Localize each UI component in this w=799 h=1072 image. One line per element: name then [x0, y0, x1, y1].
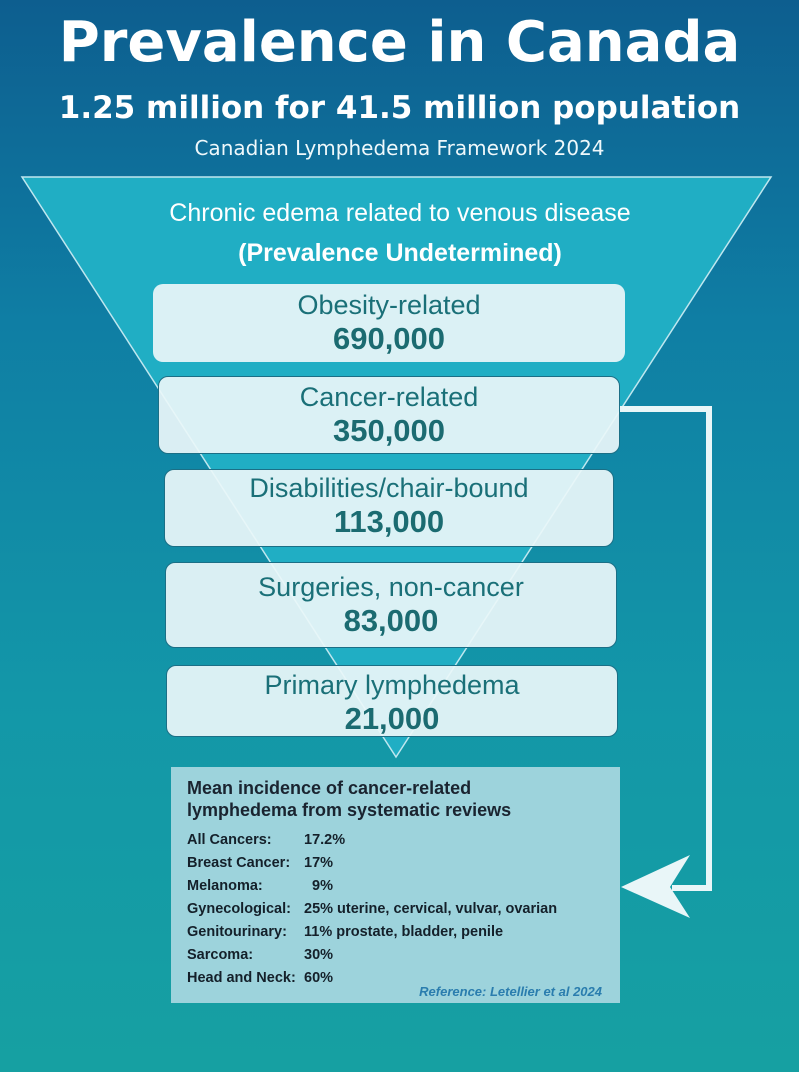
incidence-category: Head and Neck: — [187, 970, 296, 986]
incidence-value: 11% prostate, bladder, penile — [304, 924, 504, 940]
tier-value: 113,000 — [333, 504, 445, 539]
incidence-row — [187, 921, 606, 944]
tier-value: 690,000 — [332, 321, 446, 356]
funnel-top-note: (Prevalence Undetermined) — [238, 239, 562, 267]
incidence-value: 30% — [304, 947, 334, 963]
incidence-category: Melanoma: — [187, 878, 263, 894]
tier-label: Surgeries, non-cancer — [258, 572, 524, 602]
incidence-row — [187, 829, 606, 852]
incidence-title-line: Mean incidence of cancer-related — [187, 778, 472, 798]
tier-label: Primary lymphedema — [264, 670, 520, 700]
tier-surgeries-non-cancer — [165, 562, 617, 648]
incidence-row — [187, 875, 606, 898]
incidence-category: Gynecological: — [187, 901, 291, 917]
source-label: Canadian Lymphedema Framework 2024 — [194, 136, 605, 160]
incidence-row — [187, 898, 606, 921]
tier-label: Cancer-related — [299, 382, 479, 412]
incidence-category: Genitourinary: — [187, 924, 287, 940]
tier-value: 21,000 — [344, 701, 440, 736]
tier-cancer-related — [158, 376, 620, 454]
incidence-value: 17% — [304, 855, 334, 871]
incidence-row — [187, 852, 606, 875]
tier-disabilities — [164, 469, 614, 547]
incidence-value: 17.2% — [304, 832, 346, 848]
incidence-category: Sarcoma: — [187, 947, 254, 963]
tier-label: Disabilities/chair-bound — [249, 473, 529, 503]
tier-obesity-related — [153, 284, 625, 362]
tier-primary-lymphedema — [166, 665, 618, 737]
tier-value: 83,000 — [343, 603, 439, 638]
incidence-value: 25% uterine, cervical, vulvar, ovarian — [304, 901, 558, 917]
connector-arrow-line — [620, 409, 709, 888]
incidence-value: 60% — [304, 970, 334, 986]
incidence-panel — [171, 767, 620, 1003]
reference-note: Reference: Letellier et al 2024 — [419, 984, 602, 999]
incidence-title-line: lymphedema from systematic reviews — [187, 800, 512, 820]
tier-label: Obesity-related — [297, 290, 481, 320]
incidence-category: Breast Cancer: — [187, 855, 291, 871]
page-title: Prevalence in Canada — [58, 10, 741, 75]
incidence-row — [187, 944, 606, 967]
page-subtitle: 1.25 million for 41.5 million population — [58, 90, 741, 126]
incidence-title — [187, 777, 606, 821]
incidence-value: 9% — [304, 878, 334, 894]
tier-value: 350,000 — [332, 413, 446, 448]
incidence-category: All Cancers: — [187, 832, 272, 848]
funnel-top-label: Chronic edema related to venous disease — [169, 199, 631, 227]
